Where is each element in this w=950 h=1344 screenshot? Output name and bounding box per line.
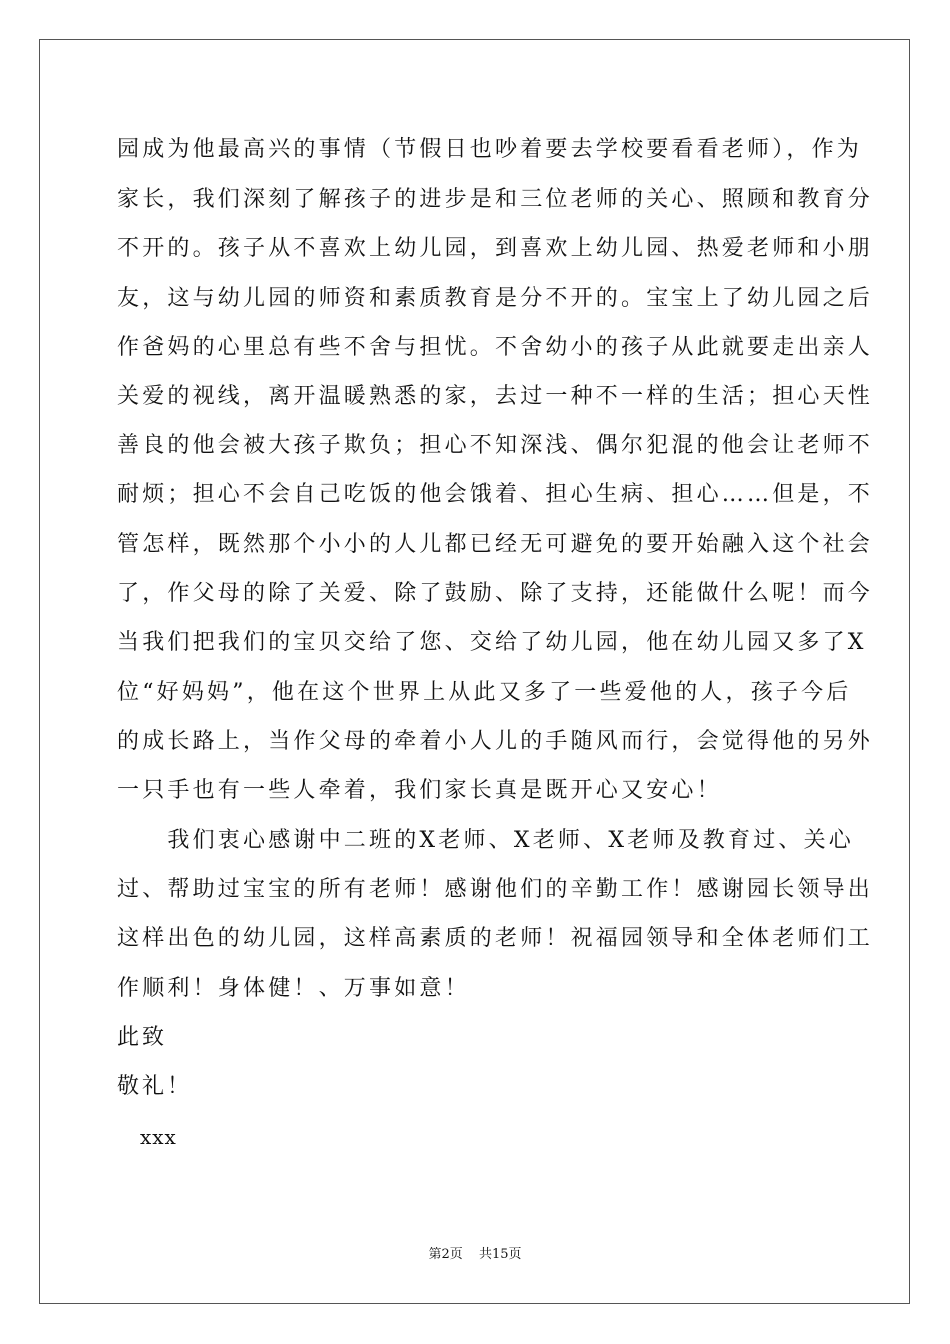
- body-line: 当我们把我们的宝贝交给了您、交给了幼儿园，他在幼儿园又多了X: [117, 630, 867, 655]
- closing-salutation: 此致: [117, 1025, 168, 1050]
- page-total: 共15页: [478, 1247, 522, 1262]
- body-line: 管怎样，既然那个小小的人儿都已经无可避免的要开始融入这个社会: [117, 532, 874, 557]
- body-line: 位“好妈妈”，他在这个世界上从此又多了一些爱他的人，孩子今后: [117, 680, 852, 705]
- closing-regards: 敬礼！: [117, 1074, 193, 1099]
- body-line: 这样出色的幼儿园，这样高素质的老师！祝福园领导和全体老师们工: [117, 926, 874, 951]
- body-line: 作顺利！身体健！、万事如意！: [117, 976, 470, 1001]
- body-line: 善良的他会被大孩子欺负；担心不知深浅、偶尔犯混的他会让老师不: [117, 433, 874, 458]
- body-line: 的成长路上，当作父母的牵着小人儿的手随风而行，会觉得他的另外: [117, 729, 874, 754]
- signature: xxx: [140, 1125, 177, 1149]
- page-number: 第2页: [428, 1247, 463, 1262]
- page-frame: [39, 39, 910, 1304]
- body-line: 了，作父母的除了关爱、除了鼓励、除了支持，还能做什么呢！而今: [117, 581, 874, 606]
- body-line: 园成为他最高兴的事情（节假日也吵着要去学校要看看老师），作为: [117, 137, 863, 162]
- body-line: 关爱的视线，离开温暖熟悉的家，去过一种不一样的生活；担心天性: [117, 384, 874, 409]
- body-line: 过、帮助过宝宝的所有老师！感谢他们的辛勤工作！感谢园长领导出: [117, 877, 874, 902]
- body-line: 我们衷心感谢中二班的X老师、X老师、X老师及教育过、关心: [117, 828, 854, 853]
- body-line: 友，这与幼儿园的师资和素质教育是分不开的。宝宝上了幼儿园之后: [117, 286, 874, 311]
- body-line: 一只手也有一些人牵着，我们家长真是既开心又安心！: [117, 778, 722, 803]
- body-line: 不开的。孩子从不喜欢上幼儿园，到喜欢上幼儿园、热爱老师和小朋: [117, 236, 874, 261]
- body-line: 作爸妈的心里总有些不舍与担忧。不舍幼小的孩子从此就要走出亲人: [117, 335, 874, 360]
- body-line: 家长，我们深刻了解孩子的进步是和三位老师的关心、照顾和教育分: [117, 187, 874, 212]
- page-footer: [0, 1246, 950, 1264]
- body-line: 耐烦；担心不会自己吃饭的他会饿着、担心生病、担心……但是，不: [117, 482, 874, 507]
